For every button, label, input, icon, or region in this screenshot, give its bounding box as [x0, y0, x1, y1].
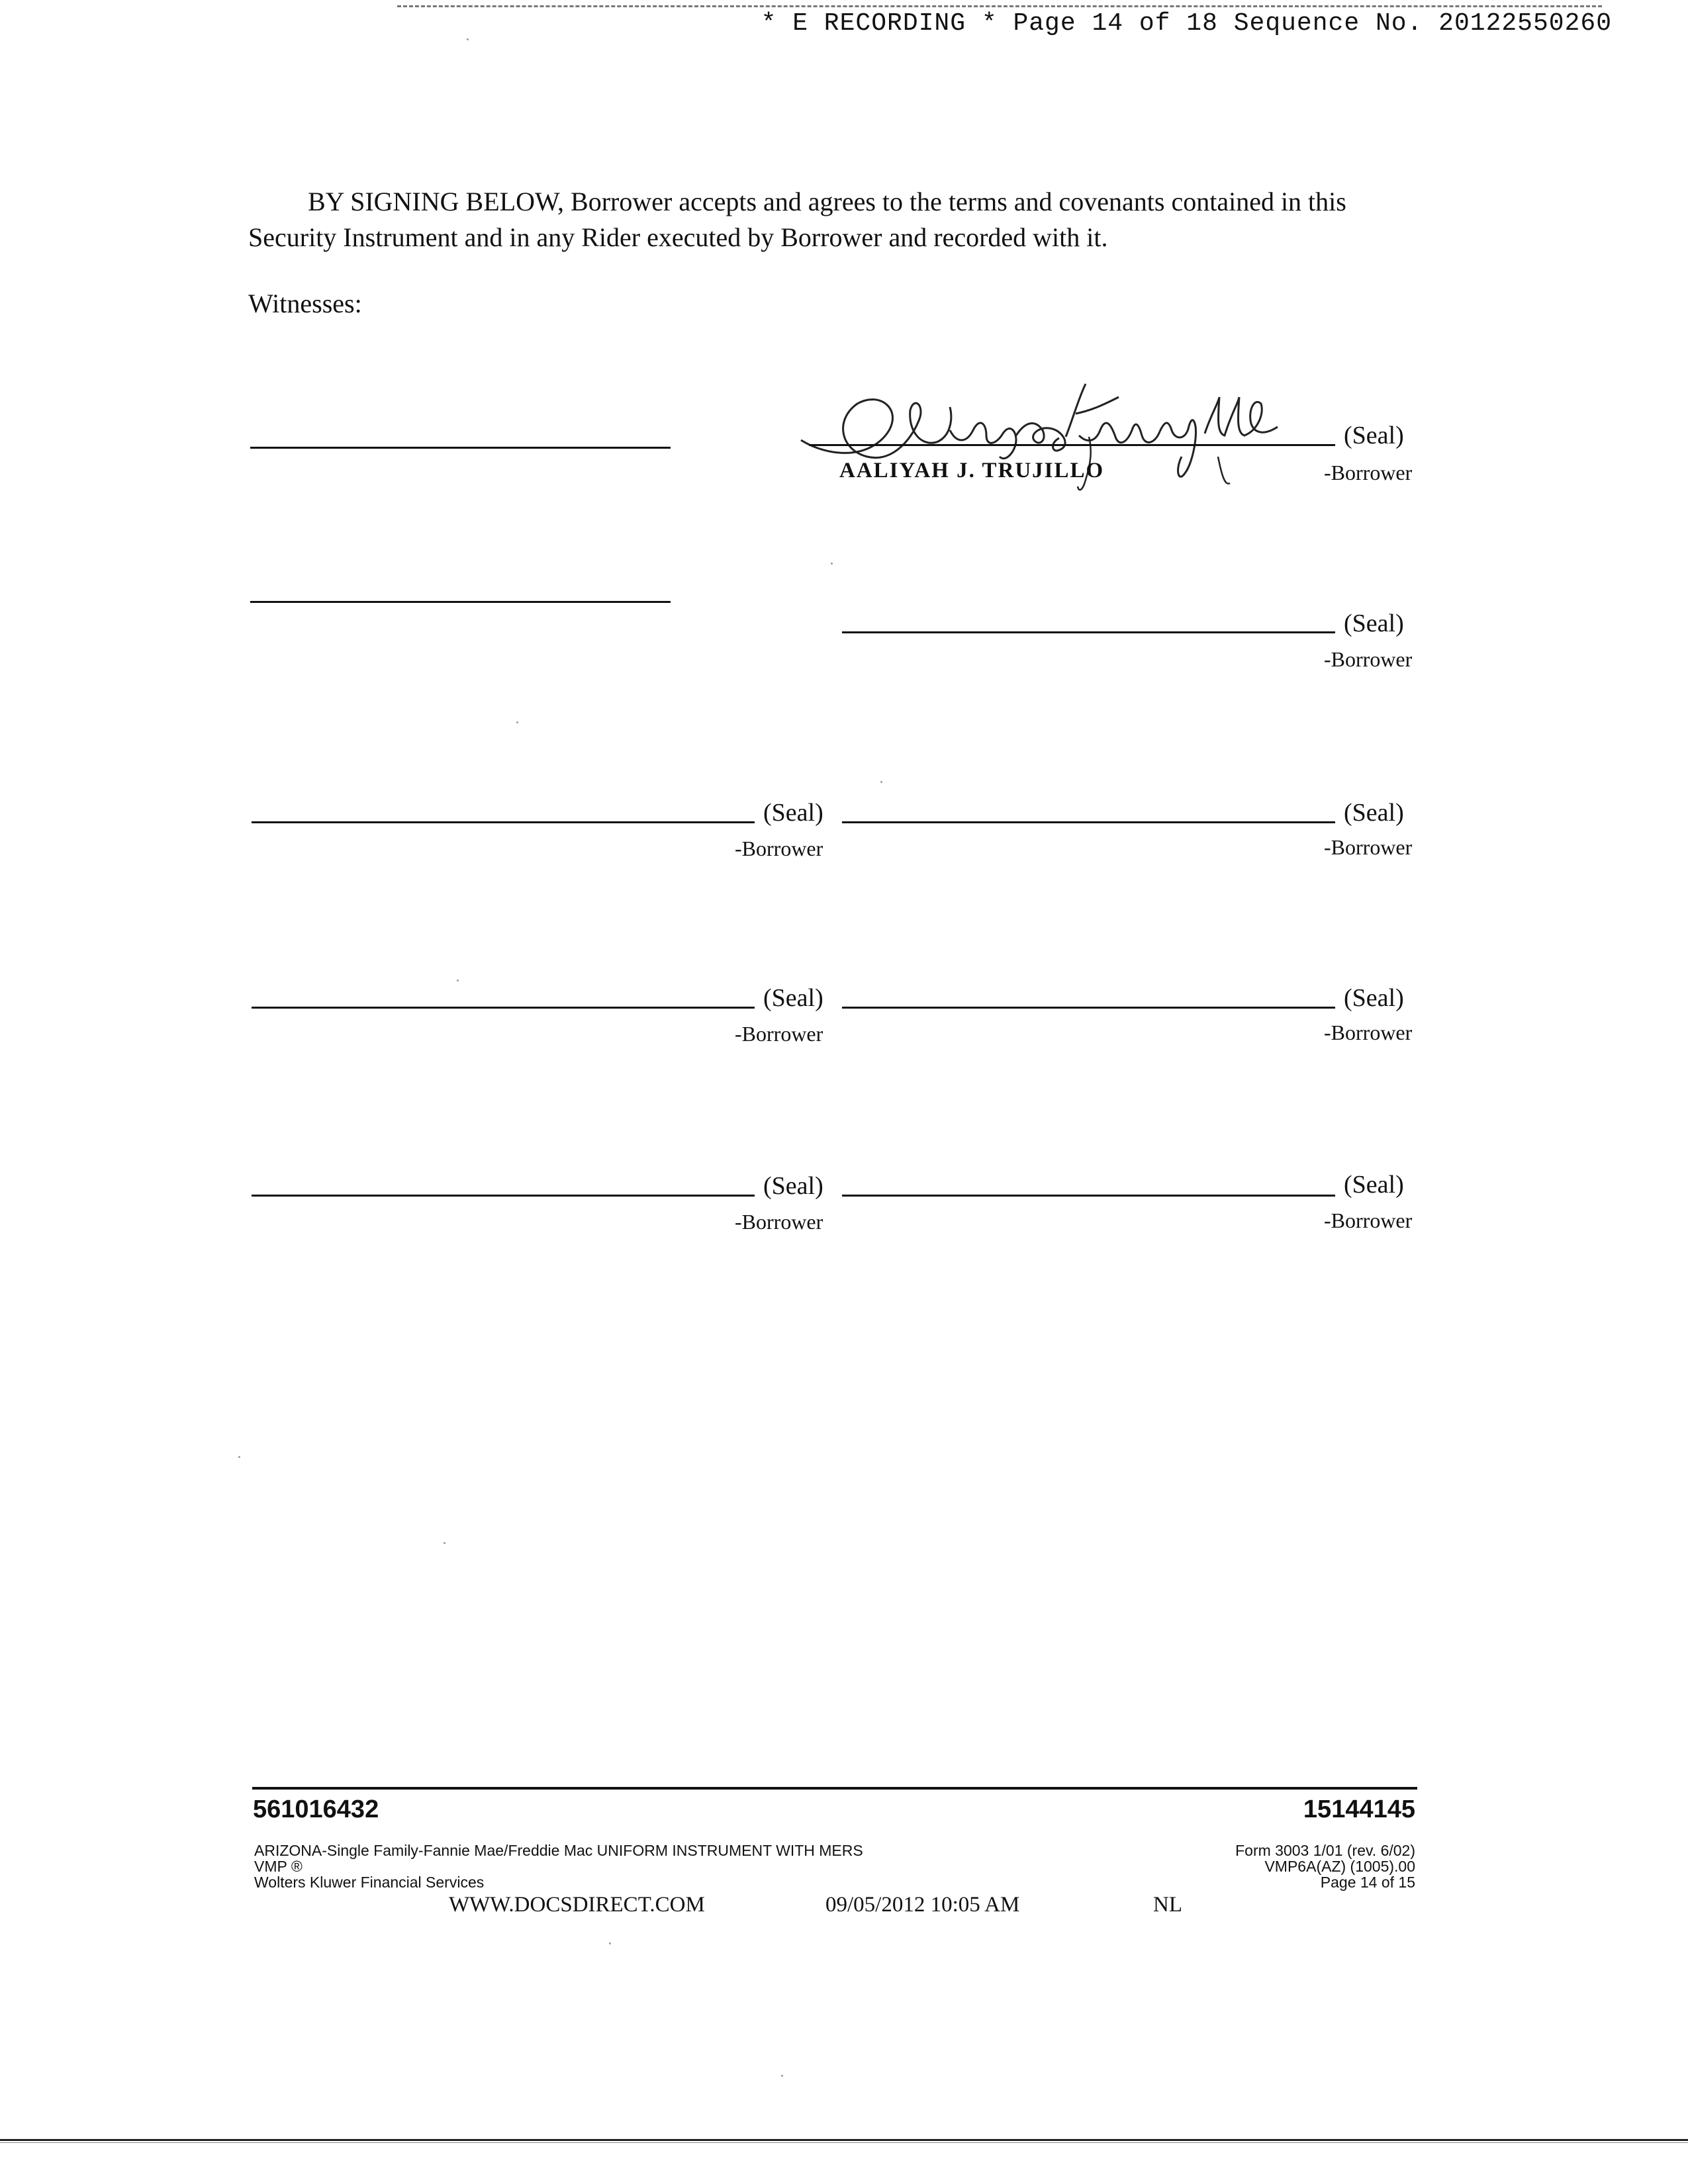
- witness-line-2[interactable]: [250, 601, 671, 603]
- seal-label: (Seal): [1344, 799, 1404, 827]
- website: WWW.DOCSDIRECT.COM: [449, 1893, 705, 1917]
- form-number: Form 3003 1/01 (rev. 6/02): [1235, 1842, 1415, 1859]
- seal-label: (Seal): [1344, 610, 1404, 637]
- borrower-label: -Borrower: [1324, 835, 1413, 859]
- signing-statement-text: BY SIGNING BELOW, Borrower accepts and agrees to the terms and covenants contained in this Security Instrument and in any Rider executed by Borrower and recorded with it.: [248, 187, 1346, 252]
- scan-speck: [457, 979, 459, 981]
- print-timestamp: 09/05/2012 10:05 AM: [825, 1893, 1020, 1917]
- scan-speck: [781, 2075, 783, 2077]
- borrower-label: -Borrower: [1324, 647, 1413, 671]
- seal-label: (Seal): [763, 799, 823, 827]
- witness-line-1[interactable]: [250, 447, 671, 449]
- borrower-label: -Borrower: [735, 837, 823, 860]
- header-dashed-rule: [397, 5, 1602, 7]
- borrower-signature-line-1[interactable]: [809, 444, 1335, 446]
- borrower-signature-line-8[interactable]: [842, 1195, 1335, 1197]
- scan-speck: [831, 563, 833, 565]
- form-title: ARIZONA-Single Family-Fannie Mae/Freddie Mac UNIFORM INSTRUMENT WITH MERS: [254, 1842, 863, 1859]
- borrower-signature-line-2[interactable]: [842, 631, 1335, 633]
- borrower-label: -Borrower: [1324, 1208, 1413, 1232]
- scan-speck: [880, 781, 882, 783]
- signing-statement: [248, 184, 1417, 255]
- form-identifiers: [1235, 1843, 1415, 1890]
- borrower-signature-line-6[interactable]: [842, 1007, 1335, 1009]
- vmp-code: VMP6A(AZ) (1005).00: [1264, 1858, 1415, 1875]
- loan-number-left: 561016432: [253, 1796, 379, 1823]
- scan-speck: [516, 721, 518, 723]
- seal-label: (Seal): [1344, 422, 1404, 449]
- form-description: [254, 1843, 863, 1890]
- witnesses-label: Witnesses:: [248, 289, 362, 318]
- borrower-label: -Borrower: [1324, 1021, 1413, 1044]
- seal-label: (Seal): [1344, 984, 1404, 1012]
- seal-label: (Seal): [763, 1172, 823, 1200]
- scan-speck: [238, 1456, 240, 1458]
- scan-speck: [444, 1542, 445, 1544]
- borrower-label: -Borrower: [1324, 461, 1413, 484]
- borrower-signature-line-3[interactable]: [252, 821, 755, 823]
- signer-name: AALIYAH J. TRUJILLO: [839, 459, 1105, 482]
- borrower-label: -Borrower: [735, 1022, 823, 1046]
- footer-rule: [252, 1787, 1417, 1790]
- vmp-mark: VMP ®: [254, 1858, 303, 1875]
- borrower-signature-line-5[interactable]: [252, 1007, 755, 1009]
- publisher: Wolters Kluwer Financial Services: [254, 1874, 485, 1891]
- seal-label: (Seal): [763, 984, 823, 1012]
- scan-edge-rule-shadow: [0, 2142, 1688, 2143]
- seal-label: (Seal): [1344, 1171, 1404, 1199]
- borrower-signature-line-7[interactable]: [252, 1195, 755, 1197]
- borrower-signature-line-4[interactable]: [842, 821, 1335, 823]
- loan-number-right: 15144145: [1303, 1796, 1415, 1823]
- recording-stamp: * E RECORDING * Page 14 of 18 Sequence No. 20122550260: [761, 9, 1612, 38]
- borrower-label: -Borrower: [735, 1210, 823, 1234]
- scan-speck: [609, 1942, 611, 1944]
- page-counter: Page 14 of 15: [1320, 1874, 1415, 1891]
- scan-edge-rule: [0, 2139, 1688, 2141]
- initials: NL: [1153, 1893, 1182, 1917]
- scan-speck: [467, 38, 469, 40]
